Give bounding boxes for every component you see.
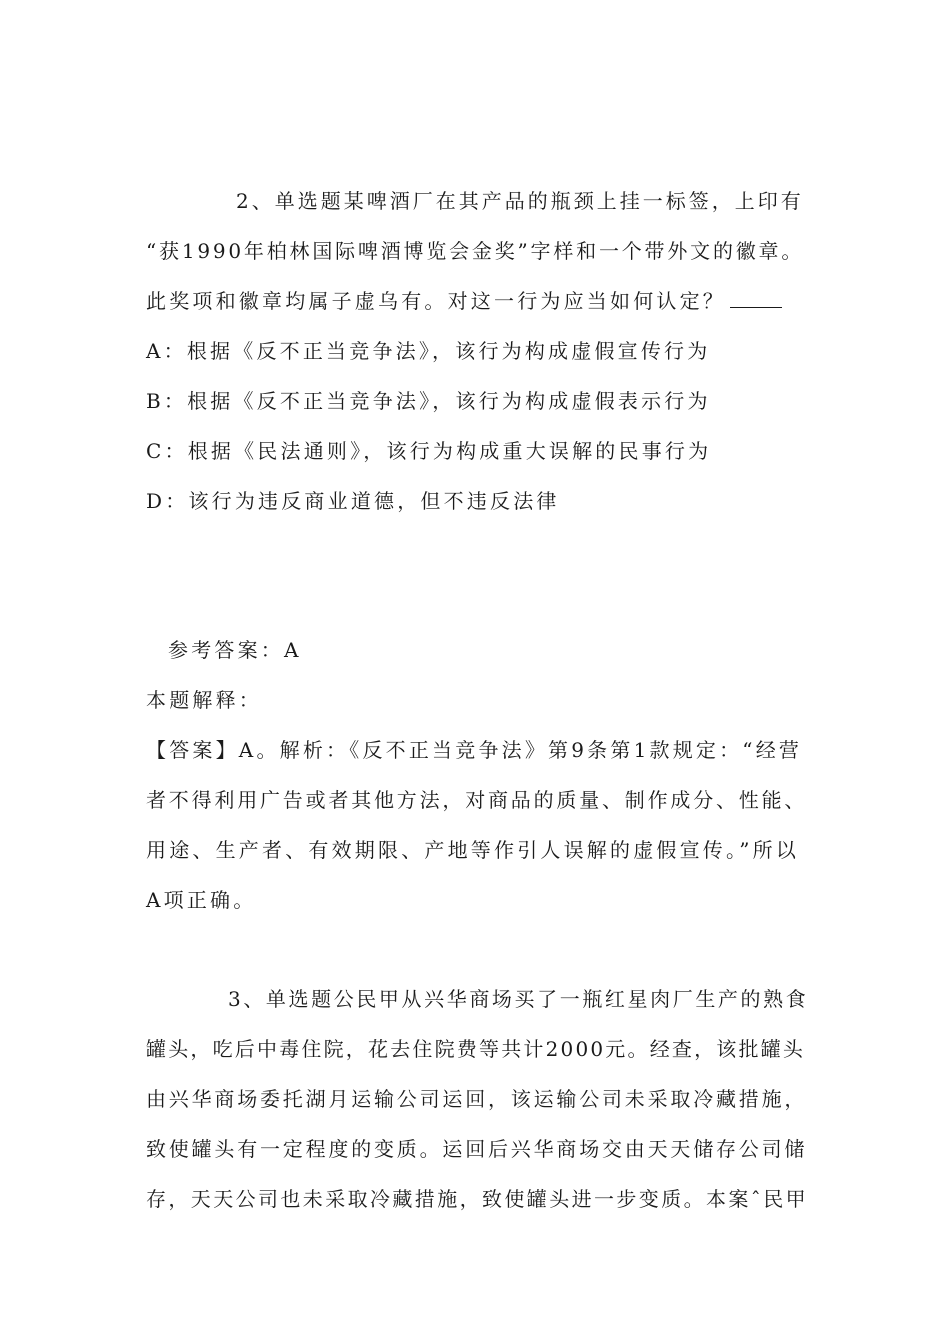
explanation-line-1: 【答案】A。解析：《反不正当竞争法》第9条第1款规定：“经营 xyxy=(146,738,803,762)
question-2-line-2: “获1990年柏林国际啤酒博览会金奖”字样和一个带外文的徽章。 xyxy=(146,239,805,263)
reference-answer: 参考答案：A xyxy=(168,638,302,662)
question-3-line-2: 罐头，吃后中毒住院，花去住院费等共计2000元。经查，该批罐头 xyxy=(146,1037,806,1061)
explanation-line-3: 用途、生产者、有效期限、产地等作引人误解的虚假宣传。”所以 xyxy=(146,838,800,862)
question-2-line-3-text: 此奖项和徽章均属子虚乌有。对这一行为应当如何认定？ xyxy=(146,289,726,313)
question-3-line-4: 致使罐头有一定程度的变质。运回后兴华商场交由天天储存公司储 xyxy=(146,1137,808,1161)
question-3-line-1: 3、单选题公民甲从兴华商场买了一瓶红星肉厂生产的熟食 xyxy=(228,987,809,1011)
option-b: B：根据《反不正当竞争法》，该行为构成虚假表示行为 xyxy=(146,389,711,413)
question-2-line-3 xyxy=(146,287,782,315)
question-3-line-3: 由兴华商场委托湖月运输公司运回，该运输公司未采取冷藏措施， xyxy=(146,1087,808,1111)
explanation-heading: 本题解释： xyxy=(146,688,262,712)
answer-blank xyxy=(730,289,782,308)
explanation-line-4: A项正确。 xyxy=(146,888,257,912)
question-3-line-5: 存，天天公司也未采取冷藏措施，致使罐头进一步变质。本案ˆ民甲 xyxy=(146,1187,808,1211)
option-d: D：该行为违反商业道德，但不违反法律 xyxy=(146,489,560,513)
option-c: C：根据《民法通则》，该行为构成重大误解的民事行为 xyxy=(146,439,712,463)
explanation-line-2: 者不得利用广告或者其他方法，对商品的质量、制作成分、性能、 xyxy=(146,788,808,812)
option-a: A：根据《反不正当竞争法》，该行为构成虚假宣传行为 xyxy=(146,339,711,363)
question-2-line-1: 2、单选题某啤酒厂在其产品的瓶颈上挂一标签，上印有 xyxy=(236,189,804,213)
